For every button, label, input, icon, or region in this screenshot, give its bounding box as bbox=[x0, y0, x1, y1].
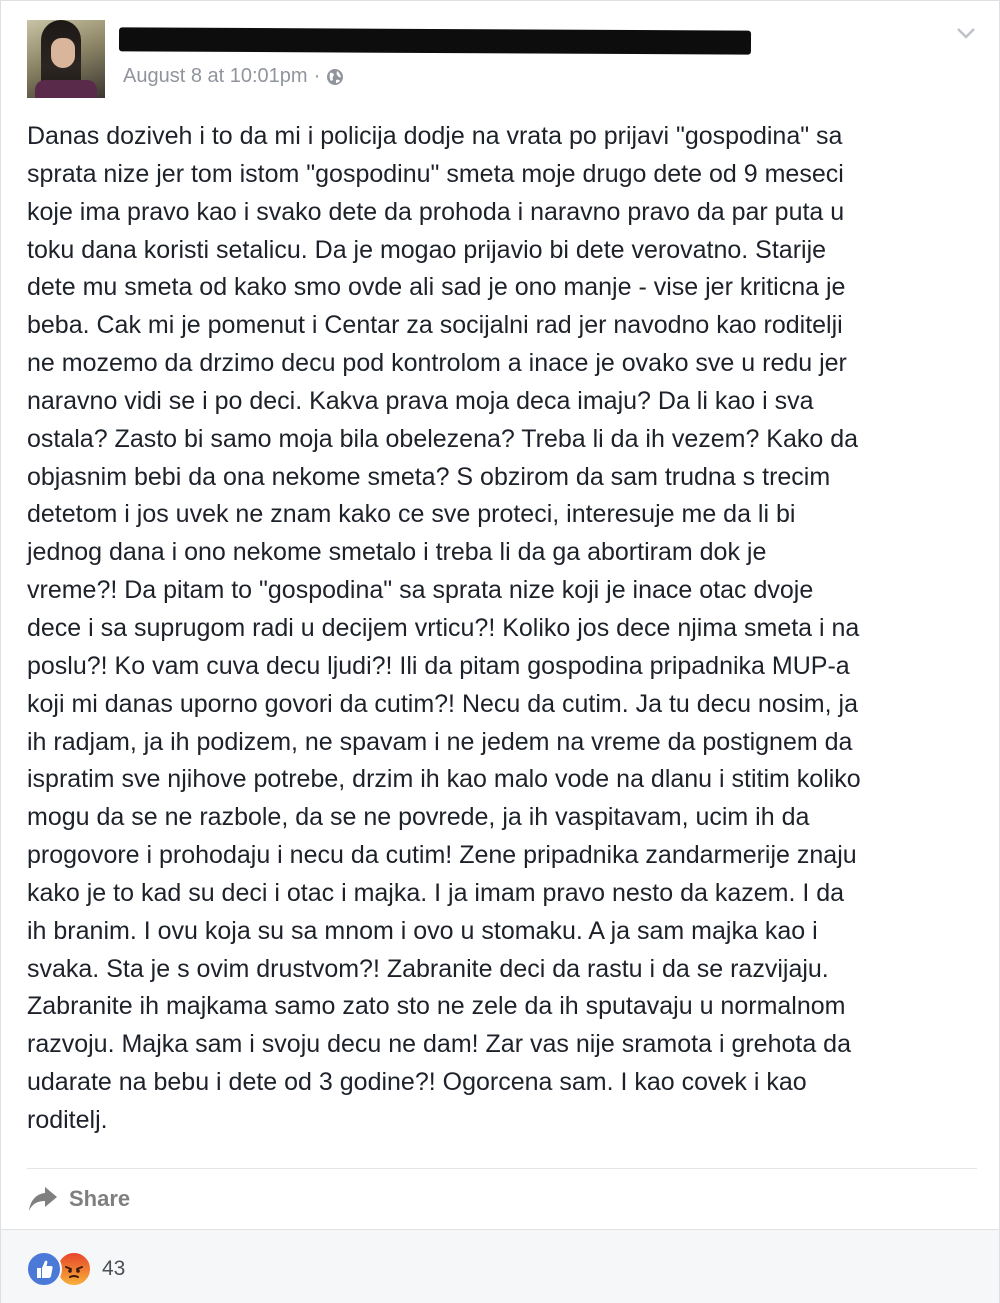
reaction-summary[interactable] bbox=[26, 1251, 125, 1287]
globe-icon[interactable] bbox=[326, 68, 344, 86]
share-arrow-icon bbox=[27, 1184, 59, 1214]
avatar[interactable] bbox=[27, 20, 105, 98]
share-button[interactable] bbox=[27, 1184, 130, 1214]
redacted-author-name bbox=[119, 27, 751, 54]
avatar-shirt bbox=[35, 80, 97, 98]
post-timestamp[interactable]: August 8 at 10:01pm bbox=[123, 65, 308, 87]
avatar-face bbox=[51, 38, 75, 68]
post-body: Danas doziveh i to da mi i policija dodje na vrata po prijavi "gospodina" sa sprata nize jer tom istom "gospodinu" smeta moje drugo dete od 9 meseci koje ima pravo kao i svako dete da prohoda i naravno pravo da par puta u toku dana koristi setalicu. Da je mogao prijavio bi dete verovatno. Starije dete mu smeta od kako smo ovde ali sad je ono manje - vise jer kriticna je beba. Cak mi je pomenut i Centar za socijalni rad jer navodno kao roditelji ne mozemo da drzimo decu pod kontrolom a inace je ovako sve u redu jer naravno vidi se i po deci. Kakva prava moja deca imaju? Da li kao i sva ostala? Zasto bi samo moja bila obelezena? Treba li da ih vezem? Kako da objasnim bebi da ona nekome smeta? S obzirom da sam trudna s trecim detetom i jos uvek ne znam kako ce sve proteci, interesuje me da li bi jednog dana i ono nekome smetalo i treba li da ga abortiram dok je vreme?! Da pitam to "gospodina" sa sprata nize koji je inace otac dvoje dece i sa suprugom radi u decijem vrticu?! Koliko jos dece njima smeta i na poslu?! Ko vam cuva decu ljudi?! Ili da pitam gospodina pripadnika MUP-a koji mi danas uporno govori da cutim?! Necu da cutim. Ja tu decu nosim, ja ih radjam, ja ih podizem, ne spavam i ne jedem na vreme da postignem da ispratim sve njihove potrebe, drzim ih kao malo vode na dlanu i stitim koliko mogu da se ne razbole, da se ne povrede, ja ih vaspitavam, ucim ih da progovore i prohodaju i necu da cutim! Zene pripadnika zandarmerije znaju kako je to kad su deci i otac i majka. I ja imam pravo nesto da kazem. I da ih branim. I ovu koja su sa mnom i ovo u stomaku. A ja sam majka kao i svaka. Sta je s ovim drustvom?! Zabranite deci da rastu i da se razvijaju. Zabranite ih majkama samo zato sto ne zele da ih sputavaju u normalnom razvoju. Majka sam i svoju decu ne dam! Zar vas nije sramota i grehota da udarate na bebu i dete od 3 godine?! Ogorcena sam. I kao covek i kao roditelj. bbox=[27, 122, 861, 1134]
reaction-count: 43 bbox=[102, 1257, 126, 1280]
reactions-bar bbox=[1, 1229, 999, 1303]
divider bbox=[27, 1168, 977, 1169]
share-label: Share bbox=[69, 1186, 131, 1211]
like-icon bbox=[26, 1251, 62, 1287]
post-meta bbox=[123, 65, 344, 88]
meta-separator: · bbox=[313, 65, 321, 87]
chevron-down-icon[interactable] bbox=[956, 25, 976, 41]
